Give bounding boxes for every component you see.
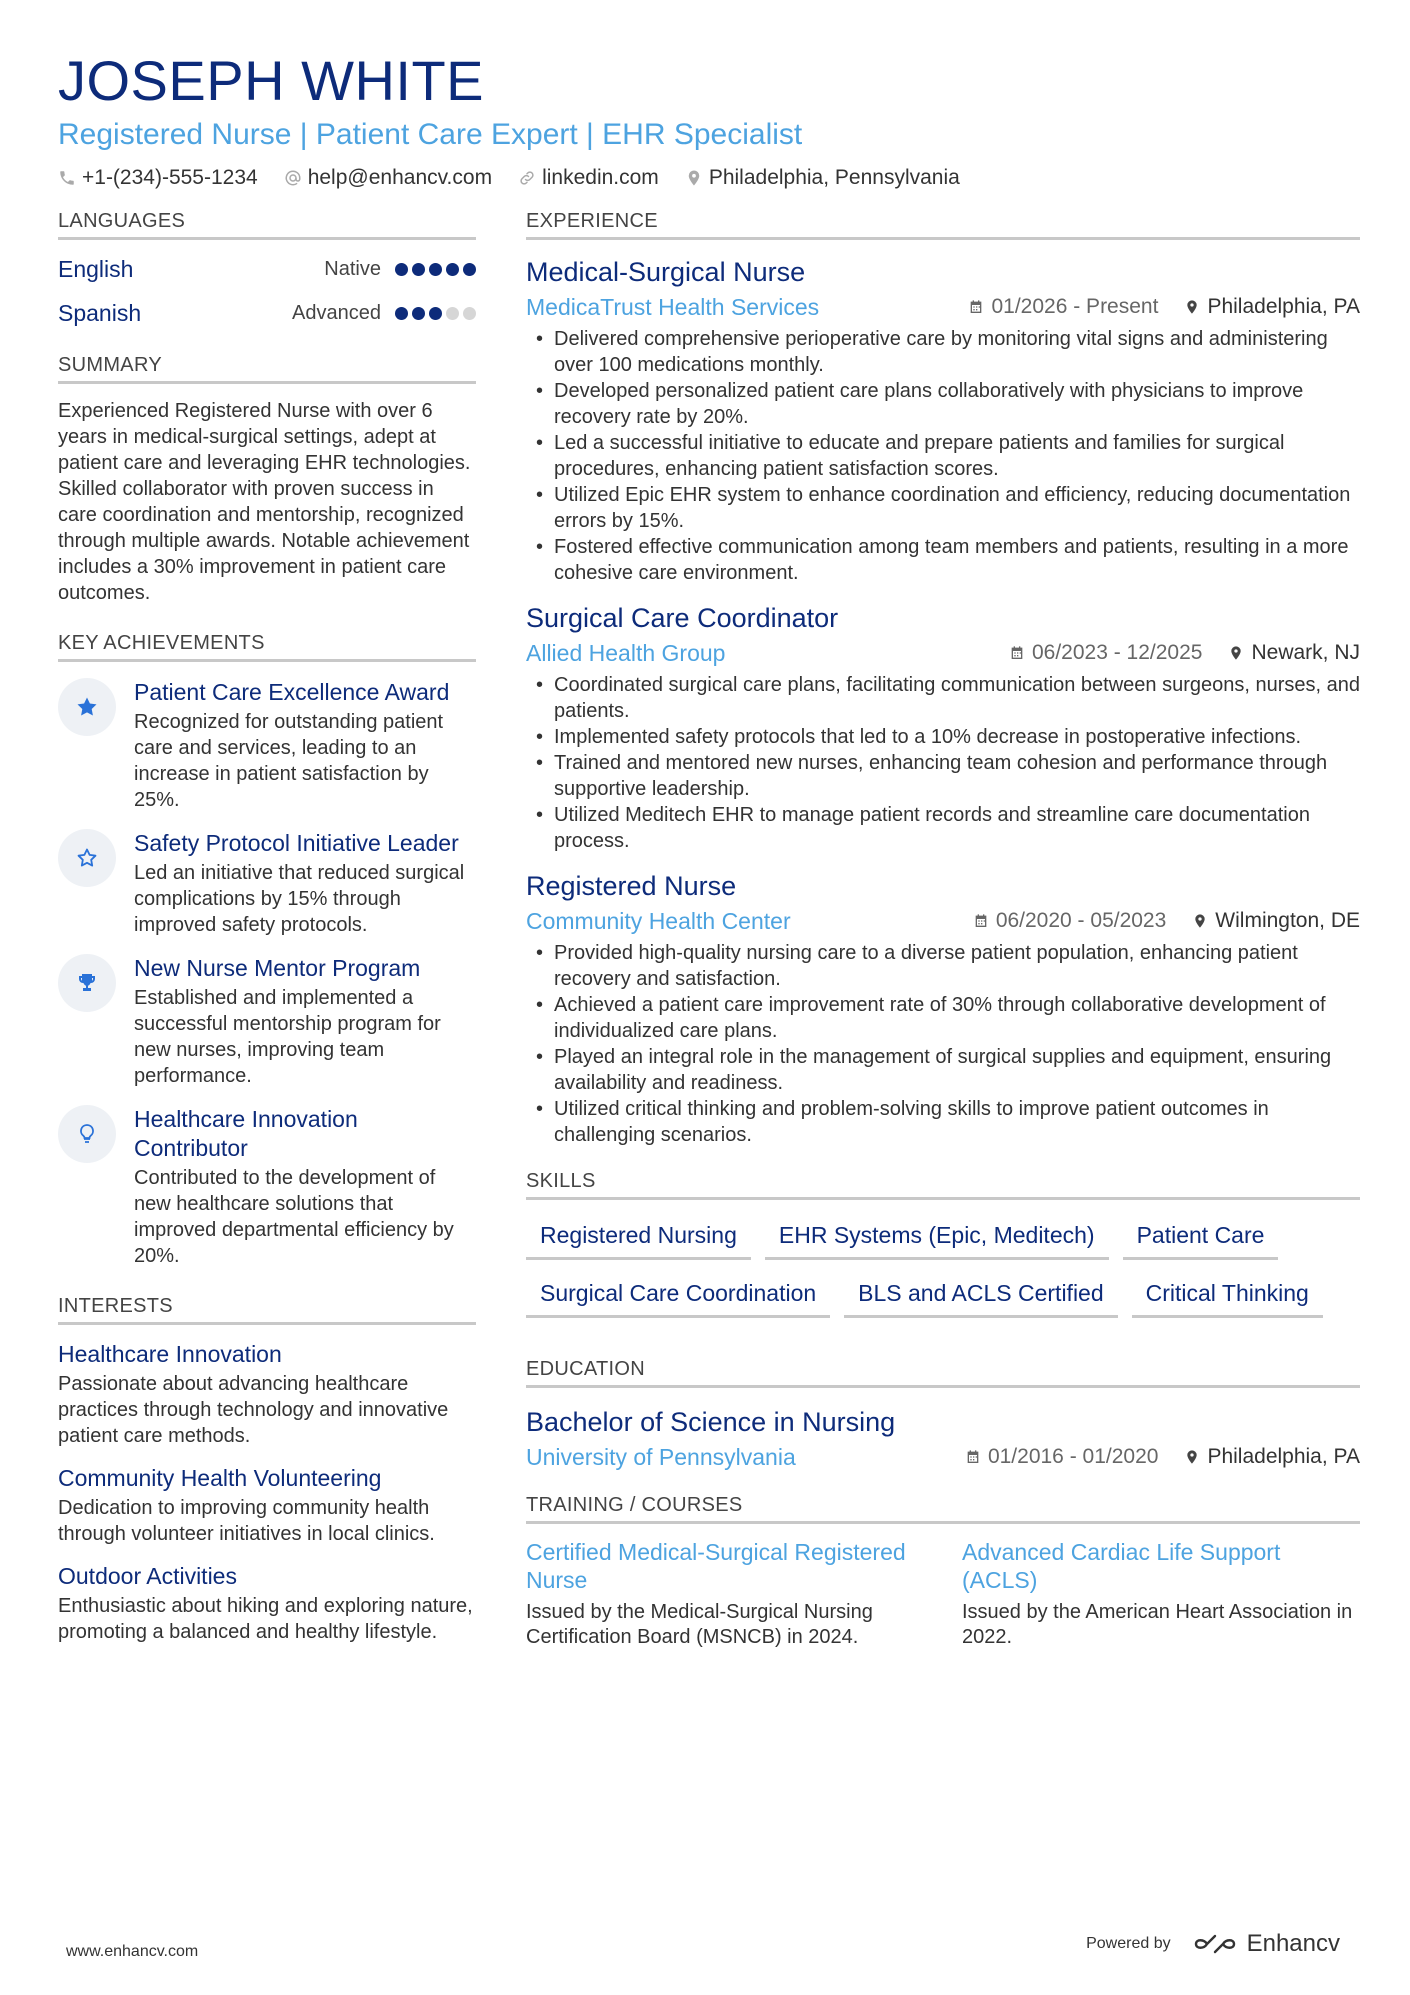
- languages-heading: LANGUAGES: [58, 210, 476, 240]
- training-heading: TRAINING / COURSES: [526, 1494, 1360, 1524]
- language-proficiency-dots: [395, 307, 476, 320]
- job-location: [1184, 295, 1360, 319]
- course-desc: Issued by the Medical-Surgical Nursing Certification Board (MSNCB) in 2024.: [526, 1601, 873, 1648]
- contact-phone[interactable]: [58, 166, 258, 190]
- interest-title: Community Health Volunteering: [58, 1465, 382, 1491]
- achievements-heading: KEY ACHIEVEMENTS: [58, 632, 476, 662]
- contact-linkedin[interactable]: [518, 166, 659, 190]
- phone-text: +1-(234)-555-1234: [82, 166, 258, 189]
- proficiency-dot: [412, 263, 425, 276]
- achievement-item: [58, 829, 476, 938]
- company-name: Allied Health Group: [526, 639, 726, 666]
- job-bullets: [526, 326, 1360, 586]
- footer-website[interactable]: www.enhancv.com: [66, 1943, 199, 1960]
- location-pin-icon: [1184, 299, 1200, 315]
- achievement-desc: Recognized for outstanding patient care and services, leading to an increase in patient satisfaction by 25%.: [134, 711, 444, 811]
- linkedin-text: linkedin.com: [542, 166, 659, 189]
- education-section: [526, 1358, 1360, 1472]
- achievement-item: [58, 1105, 476, 1269]
- location-pin-icon: [1192, 913, 1208, 929]
- course-title: Certified Medical-Surgical Registered Nurse: [526, 1539, 906, 1593]
- interests-heading: INTERESTS: [58, 1295, 476, 1325]
- job-dates: [968, 295, 1158, 319]
- phone-icon: [58, 169, 76, 187]
- right-column: [526, 210, 1360, 1676]
- education-location: [1184, 1445, 1360, 1469]
- proficiency-dot: [429, 263, 442, 276]
- job-bullet: • Utilized critical thinking and problem-solving skills to improve patient outcomes in challenging scenarios.: [526, 1096, 1360, 1148]
- contact-info: [58, 166, 1358, 190]
- calendar-icon: [973, 913, 989, 929]
- training-section: [526, 1494, 1360, 1650]
- job-title: Medical-Surgical Nurse: [526, 257, 806, 287]
- job-location-text: Philadelphia, PA: [1207, 295, 1360, 318]
- resume-header: [58, 46, 1358, 190]
- job-bullets: [526, 672, 1360, 854]
- location-pin-icon: [685, 169, 703, 187]
- job-bullet: • Utilized Meditech EHR to manage patient records and streamline care documentation process.: [526, 802, 1360, 854]
- experience-heading: EXPERIENCE: [526, 210, 1360, 240]
- job-bullet: • Coordinated surgical care plans, facilitating communication between surgeons, nurses, and patients.: [526, 672, 1360, 724]
- summary-text: Experienced Registered Nurse with over 6 years in medical-surgical settings, adept at patient care and leveraging EHR technologies. Skilled collaborator with proven success in care coordination and mentorship, recognized through multiple awards. Notable achievement includes a 30% improvement in patient care outcomes.: [58, 400, 471, 604]
- achievement-title: Patient Care Excellence Award: [134, 679, 450, 705]
- job-location-text: Wilmington, DE: [1215, 909, 1360, 932]
- lightbulb-icon: [58, 1105, 116, 1163]
- proficiency-dot: [446, 263, 459, 276]
- candidate-title: Registered Nurse | Patient Care Expert | EHR Specialist: [58, 118, 803, 151]
- job-bullet: • Played an integral role in the management of surgical supplies and equipment, ensuring availability and readiness.: [526, 1044, 1360, 1096]
- skill-tag: EHR Systems (Epic, Meditech): [765, 1218, 1109, 1260]
- job-bullet: • Fostered effective communication among team members and patients, resulting in a more cohesive care environment.: [526, 534, 1360, 586]
- job-dates: [1009, 641, 1202, 665]
- proficiency-dot: [395, 307, 408, 320]
- job-title: Registered Nurse: [526, 871, 737, 901]
- proficiency-dot: [395, 263, 408, 276]
- at-icon: [284, 169, 302, 187]
- calendar-icon: [965, 1449, 981, 1465]
- interest-item: [58, 1463, 476, 1547]
- location-pin-icon: [1184, 1449, 1200, 1465]
- skill-tag: Critical Thinking: [1132, 1276, 1323, 1318]
- job-dates: [973, 909, 1166, 933]
- interest-desc: Passionate about advancing healthcare practices through technology and innovative patient care methods.: [58, 1373, 449, 1447]
- job-bullet: • Delivered comprehensive perioperative care by monitoring vital signs and administering over 100 medications monthly.: [526, 326, 1360, 378]
- calendar-icon: [968, 299, 984, 315]
- link-icon: [518, 169, 536, 187]
- job-bullet: • Trained and mentored new nurses, enhancing team cohesion and performance through supportive leadership.: [526, 750, 1360, 802]
- achievement-desc: Established and implemented a successful mentorship program for new nurses, improving team performance.: [134, 987, 441, 1087]
- job-bullet: • Led a successful initiative to educate and prepare patients and families for surgical procedures, enhancing patient satisfaction scores.: [526, 430, 1360, 482]
- star-filled-icon: [58, 678, 116, 736]
- interest-title: Outdoor Activities: [58, 1563, 237, 1589]
- summary-heading: SUMMARY: [58, 354, 476, 384]
- email-text: help@enhancv.com: [307, 166, 493, 189]
- job-location-text: Newark, NJ: [1251, 641, 1360, 664]
- degree-title: Bachelor of Science in Nursing: [526, 1407, 896, 1437]
- job-entry: [526, 600, 1360, 854]
- achievement-desc: Contributed to the development of new healthcare solutions that improved departmental efficiency by 20%.: [134, 1167, 454, 1267]
- job-bullet: • Achieved a patient care improvement rate of 30% through collaborative development of individualized care plans.: [526, 992, 1360, 1044]
- course-item: [526, 1538, 924, 1650]
- achievements-section: [58, 632, 476, 1269]
- interests-section: [58, 1295, 476, 1645]
- proficiency-dot: [463, 263, 476, 276]
- calendar-icon: [1009, 645, 1025, 661]
- education-dates-text: 01/2016 - 01/2020: [987, 1445, 1159, 1468]
- job-bullet: • Utilized Epic EHR system to enhance coordination and efficiency, reducing documentation errors by 15%.: [526, 482, 1360, 534]
- job-title: Surgical Care Coordinator: [526, 603, 839, 633]
- job-bullets: [526, 940, 1360, 1148]
- left-column: [58, 210, 476, 1671]
- course-desc: Issued by the American Heart Association in 2022.: [962, 1601, 1353, 1648]
- candidate-name: JOSEPH WHITE: [58, 49, 485, 112]
- achievement-item: [58, 954, 476, 1089]
- interest-item: [58, 1561, 476, 1645]
- job-dates-text: 06/2023 - 12/2025: [1031, 641, 1203, 664]
- skills-list: [526, 1218, 1360, 1318]
- experience-section: [526, 210, 1360, 1148]
- footer-branding: [1086, 1930, 1340, 1958]
- interest-desc: Enthusiastic about hiking and exploring nature, promoting a balanced and healthy lifestyle.: [58, 1595, 473, 1643]
- job-bullet: • Provided high-quality nursing care to a diverse patient population, enhancing patient recovery and satisfaction.: [526, 940, 1360, 992]
- education-location-text: Philadelphia, PA: [1207, 1445, 1360, 1468]
- job-bullet: • Implemented safety protocols that led to a 10% decrease in postoperative infections.: [526, 724, 1360, 750]
- star-outline-icon: [58, 829, 116, 887]
- company-name: MedicaTrust Health Services: [526, 293, 820, 320]
- skill-tag: Patient Care: [1123, 1218, 1279, 1260]
- proficiency-dot-empty: [446, 307, 459, 320]
- skills-heading: SKILLS: [526, 1170, 1360, 1200]
- achievement-title: Safety Protocol Initiative Leader: [134, 830, 459, 856]
- job-entry: [526, 254, 1360, 586]
- skills-section: [526, 1170, 1360, 1318]
- contact-email[interactable]: [284, 166, 492, 190]
- languages-section: [58, 210, 476, 328]
- courses-list: [526, 1538, 1360, 1650]
- course-title: Advanced Cardiac Life Support (ACLS): [962, 1539, 1281, 1593]
- skill-tag: BLS and ACLS Certified: [844, 1276, 1117, 1318]
- school-name: University of Pennsylvania: [526, 1443, 796, 1470]
- language-item: [58, 254, 476, 284]
- summary-section: [58, 354, 476, 606]
- contact-location: [685, 166, 960, 190]
- job-dates-text: 01/2026 - Present: [991, 295, 1159, 318]
- achievement-desc: Led an initiative that reduced surgical complications by 15% through improved safety protocols.: [134, 862, 465, 936]
- job-location: [1192, 909, 1360, 933]
- course-item: [962, 1538, 1360, 1650]
- language-level: Native: [324, 257, 381, 280]
- location-text: Philadelphia, Pennsylvania: [708, 166, 960, 189]
- enhancv-logo-icon: [1193, 1932, 1237, 1956]
- interest-desc: Dedication to improving community health through volunteer initiatives in local clinics.: [58, 1497, 435, 1545]
- brand-name: Enhancv: [1246, 1930, 1340, 1957]
- job-bullet: • Developed personalized patient care plans collaboratively with physicians to improve recovery rate by 20%.: [526, 378, 1360, 430]
- achievement-title: Healthcare Innovation Contributor: [134, 1106, 358, 1161]
- language-proficiency-dots: [395, 263, 476, 276]
- interest-item: [58, 1339, 476, 1449]
- proficiency-dot-empty: [463, 307, 476, 320]
- company-name: Community Health Center: [526, 907, 791, 934]
- language-level: Advanced: [292, 301, 381, 324]
- brand-logo[interactable]: [1193, 1930, 1340, 1958]
- education-heading: EDUCATION: [526, 1358, 1360, 1388]
- job-entry: [526, 868, 1360, 1148]
- proficiency-dot: [412, 307, 425, 320]
- location-pin-icon: [1228, 645, 1244, 661]
- proficiency-dot: [429, 307, 442, 320]
- skill-tag: Surgical Care Coordination: [526, 1276, 830, 1318]
- trophy-icon: [58, 954, 116, 1012]
- language-name: English: [58, 255, 134, 282]
- powered-by-text: Powered by: [1086, 1935, 1171, 1952]
- language-name: Spanish: [58, 299, 142, 326]
- education-dates: [965, 1445, 1158, 1469]
- achievement-title: New Nurse Mentor Program: [134, 955, 421, 981]
- interest-title: Healthcare Innovation: [58, 1341, 282, 1367]
- skill-tag: Registered Nursing: [526, 1218, 751, 1260]
- job-location: [1228, 641, 1360, 665]
- job-dates-text: 06/2020 - 05/2023: [995, 909, 1167, 932]
- language-item: [58, 298, 476, 328]
- achievement-item: [58, 678, 476, 813]
